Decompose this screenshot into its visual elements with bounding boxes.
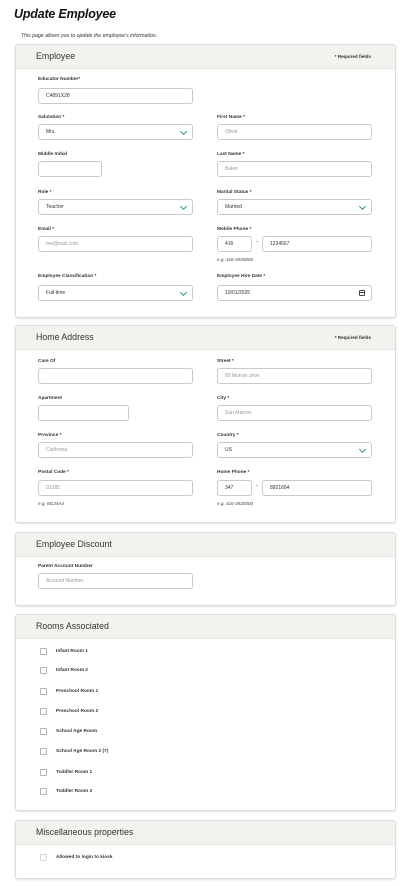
kiosk-login-row[interactable] xyxy=(40,852,113,862)
room-label: Toddler Room 2 xyxy=(56,788,93,794)
role-label: Role * xyxy=(38,190,52,195)
postal-code-field[interactable]: 91285 xyxy=(38,480,193,496)
home-phone-label: Home Phone * xyxy=(217,470,250,475)
hire-date-label: Employee Hire Date * xyxy=(217,274,266,279)
chevron-down-icon xyxy=(180,128,187,135)
marital-status-label: Marital Status * xyxy=(217,190,252,195)
required-fields-note: * Required fields xyxy=(334,335,371,340)
room-label: Infant Room 2 xyxy=(56,667,88,673)
room-checkbox-row[interactable] xyxy=(40,786,92,796)
room-label: School Age Room 2 (7) xyxy=(56,748,109,754)
kiosk-checkbox[interactable] xyxy=(40,854,47,861)
rooms-section-title: Rooms Associated xyxy=(36,621,109,631)
misc-section-title: Miscellaneous properties xyxy=(36,827,134,837)
room-checkbox-row[interactable] xyxy=(40,646,88,656)
room-checkbox-row[interactable] xyxy=(40,767,92,777)
postal-code-label: Postal Code * xyxy=(38,470,69,475)
checkbox[interactable] xyxy=(40,667,47,674)
home-phone-number-field[interactable]: 8921664 xyxy=(262,480,372,496)
room-label: Preschool Room 1 xyxy=(56,688,99,694)
role-select[interactable] xyxy=(38,199,193,215)
last-name-field[interactable]: Baker xyxy=(217,161,372,177)
country-select[interactable] xyxy=(217,442,372,458)
employee-card xyxy=(15,44,396,318)
role-value: Teacher xyxy=(46,204,64,210)
apartment-label: Apartment xyxy=(38,396,62,401)
employee-section-title: Employee xyxy=(36,51,76,61)
email-field[interactable]: me@mail.com xyxy=(38,236,193,252)
rooms-associated-card xyxy=(15,614,396,811)
middle-initial-field[interactable] xyxy=(38,161,102,177)
salutation-label: Salutation * xyxy=(38,115,65,120)
hire-date-value: 10/01/2025 xyxy=(225,290,251,296)
mobile-phone-label: Mobile Phone * xyxy=(217,227,252,232)
marital-status-select[interactable] xyxy=(217,199,372,215)
checkbox[interactable] xyxy=(40,708,47,715)
calendar-icon[interactable] xyxy=(359,290,365,296)
home-phone-hint: e.g. 416-4920000 xyxy=(217,501,254,506)
checkbox[interactable] xyxy=(40,748,47,755)
employee-discount-section-title: Employee Discount xyxy=(36,539,112,549)
educator-number-label: Educator Number* xyxy=(38,77,81,82)
room-checkbox-row[interactable] xyxy=(40,726,97,736)
room-label: School Age Room xyxy=(56,728,98,734)
room-checkbox-row[interactable] xyxy=(40,686,98,696)
rooms-card-header xyxy=(16,615,395,639)
mobile-phone-hint: e.g. 416-4920000 xyxy=(217,257,254,262)
room-checkbox-row[interactable] xyxy=(40,665,88,675)
page-description: This page allows you to update the employee's information. xyxy=(21,33,158,39)
country-label: Country * xyxy=(217,433,239,438)
misc-card-header xyxy=(16,821,395,845)
marital-status-value: Married xyxy=(225,204,242,210)
misc-properties-card xyxy=(15,820,396,879)
apartment-field[interactable] xyxy=(38,405,129,421)
room-label: Infant Room 1 xyxy=(56,648,88,654)
employee-card-header xyxy=(16,45,395,69)
first-name-field[interactable]: Olivia xyxy=(217,124,372,140)
checkbox[interactable] xyxy=(40,728,47,735)
room-label: Preschool Room 2 xyxy=(56,708,99,714)
city-field[interactable]: San Marcos xyxy=(217,405,372,421)
salutation-value: Mrs. xyxy=(46,129,56,135)
employee-discount-card-header xyxy=(16,533,395,557)
province-label: Province * xyxy=(38,433,62,438)
chevron-down-icon xyxy=(359,203,366,210)
chevron-down-icon xyxy=(180,203,187,210)
home-address-card-header xyxy=(16,326,395,350)
kiosk-label: Allowed to login to kiosk xyxy=(56,854,113,860)
home-address-card xyxy=(15,325,396,523)
checkbox[interactable] xyxy=(40,648,47,655)
chevron-down-icon xyxy=(359,446,366,453)
city-label: City * xyxy=(217,396,230,401)
required-fields-note: * Required fields xyxy=(334,54,371,59)
classification-select[interactable] xyxy=(38,285,193,301)
email-label: Email * xyxy=(38,227,54,232)
educator-number-field[interactable]: C4891X28 xyxy=(38,88,193,104)
postal-code-hint: e.g. M2J4A4 xyxy=(38,501,64,506)
hire-date-field[interactable] xyxy=(217,285,372,301)
room-label: Toddler Room 1 xyxy=(56,769,93,775)
page-title: Update Employee xyxy=(14,7,116,21)
middle-initial-label: Middle Initial xyxy=(38,152,68,157)
first-name-label: First Name * xyxy=(217,115,245,120)
street-label: Street * xyxy=(217,359,234,364)
employee-discount-card xyxy=(15,532,396,606)
salutation-select[interactable] xyxy=(38,124,193,140)
chevron-down-icon xyxy=(180,289,187,296)
checkbox[interactable] xyxy=(40,788,47,795)
classification-label: Employee Classification * xyxy=(38,274,97,279)
province-field[interactable]: California xyxy=(38,442,193,458)
room-checkbox-row[interactable] xyxy=(40,706,98,716)
street-field[interactable]: 89 Murray drive xyxy=(217,368,372,384)
last-name-label: Last Name * xyxy=(217,152,245,157)
checkbox[interactable] xyxy=(40,688,47,695)
parent-account-label: Parent Account Number xyxy=(38,564,93,569)
care-of-label: Care Of xyxy=(38,359,56,364)
country-value: US xyxy=(225,447,232,453)
room-checkbox-row[interactable] xyxy=(40,746,108,756)
checkbox[interactable] xyxy=(40,769,47,776)
home-address-section-title: Home Address xyxy=(36,332,94,342)
parent-account-field[interactable]: Account Number xyxy=(38,573,193,589)
mobile-phone-number-field[interactable]: 1234567 xyxy=(262,236,372,252)
home-phone-area-field[interactable]: 347 xyxy=(217,480,252,496)
classification-value: Full-time xyxy=(46,290,66,296)
phone-dash: - xyxy=(256,239,258,245)
mobile-phone-area-field[interactable]: 416 xyxy=(217,236,252,252)
phone-dash: - xyxy=(256,483,258,489)
care-of-field[interactable] xyxy=(38,368,193,384)
